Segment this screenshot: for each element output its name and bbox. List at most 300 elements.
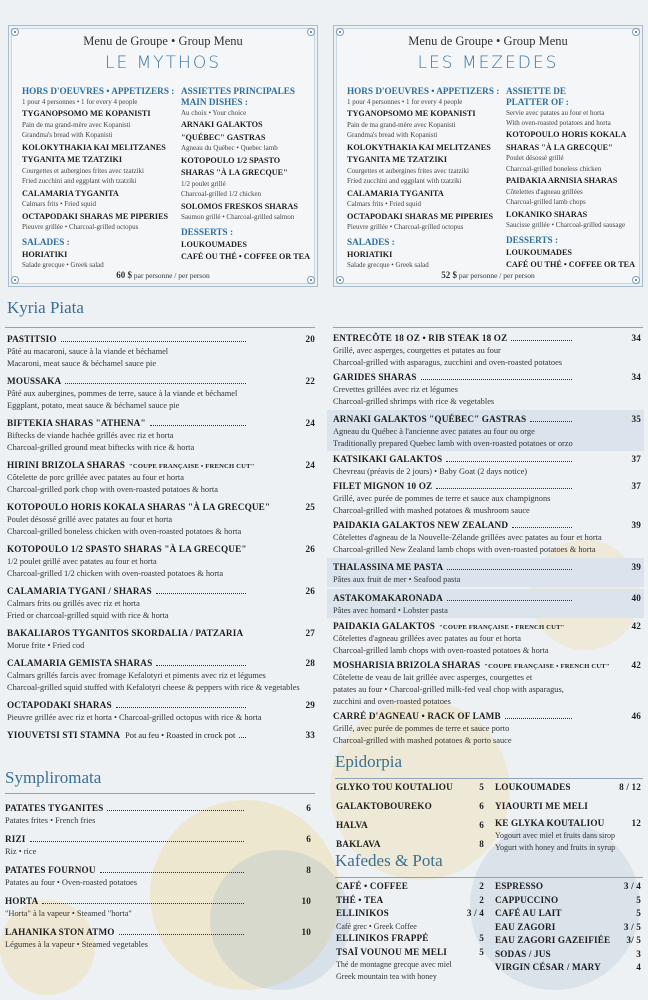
menu-item-name-wrap <box>333 519 576 532</box>
menu-item-price: 22 <box>305 376 315 386</box>
menu-item <box>7 626 315 652</box>
menu-item-description: 1/2 poulet grillé avec patates au four et horta <box>7 557 157 566</box>
menu-item-line <box>333 371 641 384</box>
menu-item-price: 6 <box>479 801 484 811</box>
menu-item-name-wrap <box>495 921 563 935</box>
group-menu-item-description: Grandma's bread with Kopanisti <box>22 131 113 139</box>
menu-item-name: TSAÏ VOUNOU ME MELI <box>336 946 447 957</box>
price-value: 60 $ <box>116 270 133 280</box>
group-menu-item-description: Salade grecque • Greek salad <box>347 261 429 269</box>
menu-item <box>336 778 484 797</box>
dotted-leader <box>512 527 572 528</box>
dotted-leader <box>156 665 246 666</box>
menu-item-description: Charcoal-grilled New Zealand lamb chops with oven-roasted potatoes & horta <box>333 545 596 554</box>
group-menu-item-name: HORIATIKI <box>347 249 393 259</box>
group-menu-item-description: Côtelettes d'agneau grillées <box>506 187 583 196</box>
menu-item <box>495 880 641 894</box>
group-menu-item-name: KOLOKYTHAKIA KAI MELITZANES <box>347 142 491 152</box>
menu-item-name: GALAKTOBOUREKO <box>336 801 432 811</box>
menu-item-line <box>7 416 315 430</box>
menu-item-name-wrap <box>495 816 604 830</box>
menu-item-name: BAKALIAROS TYGANITOS SKORDALIA / PATZARIA <box>7 628 244 638</box>
menu-item <box>5 863 311 889</box>
menu-item-name-wrap <box>333 413 576 426</box>
menu-item <box>327 558 644 587</box>
menu-item-name-wrap <box>7 416 250 430</box>
menu-item-description: Patates au four • Oven-roasted potatoes <box>5 878 138 887</box>
menu-item-description: patates au four • Charcoal-grilled milk-fed veal chop with asparagus, <box>333 685 564 694</box>
menu-item-name: YIAOURTI ME MELI <box>495 801 588 811</box>
menu-item-name-wrap <box>336 907 397 921</box>
menu-item <box>336 880 484 894</box>
menu-item-description: Charcoal-grilled squid stuffed with Kefalotyri cheese & peppers with rice & vegetables <box>7 683 300 692</box>
menu-item-name-wrap <box>7 542 250 556</box>
menu-item-name: ARNAKI GALAKTOS "QUÉBEC" GASTRAS <box>333 414 527 424</box>
menu-item <box>7 500 315 538</box>
menu-item <box>495 961 641 975</box>
menu-item <box>5 832 311 858</box>
menu-item-line <box>333 480 641 493</box>
menu-item-name-wrap <box>495 778 579 797</box>
menu-item-description: Charcoal-grilled with asparagus, zucchini and oven-roasted potatoes <box>333 358 563 367</box>
menu-item-price: 33 <box>305 730 315 740</box>
menu-item-price: 42 <box>631 660 641 670</box>
menu-item-name: EAU ZAGORI GAZEIFIÉE <box>495 935 611 945</box>
menu-item-name-wrap <box>333 659 610 672</box>
menu-item-name: KOTOPOULO 1/2 SPASTO SHARAS "À LA GRECQUE" <box>7 544 247 554</box>
menu-item-description: Yogurt with honey and fruits in syrup <box>495 842 616 852</box>
menu-item-name: ELLINIKOS <box>336 908 389 918</box>
group-menu-item-name: ARNAKI GALAKTOS <box>181 120 263 129</box>
menu-item-description: Calmars grillés farcis avec fromage Kefalotyri et piments avec riz et légumes <box>7 671 266 680</box>
menu-item-name-wrap <box>495 961 601 975</box>
menu-item <box>495 778 641 797</box>
group-menu-item-description: Courgettes et aubergines frites avec tzatziki <box>22 166 145 175</box>
group-menu-column <box>181 86 313 263</box>
menu-item <box>333 453 641 478</box>
menu-item-line <box>336 778 484 797</box>
dotted-leader <box>530 421 572 422</box>
dotted-leader <box>447 569 572 570</box>
section-divider <box>5 793 315 794</box>
group-menu-item-name: TYGANITA ME TZATZIKI <box>347 155 448 164</box>
group-menu-item-description: Pain de ma grand-mère avec Kopanisti <box>22 120 131 129</box>
menu-item-description: Pâtes avec homard • Lobster pasta <box>333 606 448 615</box>
menu-item-line <box>336 946 484 960</box>
menu-item <box>336 932 484 946</box>
dotted-leader <box>505 718 572 719</box>
menu-item <box>495 948 641 962</box>
dotted-leader <box>446 461 572 462</box>
menu-item-name-wrap <box>336 932 429 946</box>
menu-item-name-wrap <box>495 894 566 908</box>
menu-item-description: Fried or charcoal-grilled squid with rice & horta <box>7 611 169 620</box>
menu-item-name: GARIDES SHARAS <box>333 372 417 382</box>
menu-item <box>336 894 484 908</box>
menu-item-line <box>495 894 641 908</box>
menu-item-line <box>336 816 484 835</box>
menu-item-description: Côtelettes d'agneau de la Nouvelle-Zélande grillées avec patates au four et horta <box>333 533 602 542</box>
group-menu-item-description: Grandma's bread with Kopanisti <box>347 131 438 139</box>
menu-item-name: EAU ZAGORI <box>495 921 556 932</box>
group-menu-section-note: Au choix • Your choice <box>181 109 247 117</box>
menu-item-price: 27 <box>305 628 315 638</box>
menu-item-name-wrap <box>333 371 576 384</box>
group-menu-item-name: LOKANIKO SHARAS <box>506 209 588 219</box>
menu-item-description: Crevettes grillées avec riz et légumes <box>333 385 458 394</box>
menu-item-name: CAFÉ • COFFEE <box>336 881 409 891</box>
menu-item-price: 39 <box>631 520 641 530</box>
menu-item-name-wrap <box>333 561 576 574</box>
drinks-left-column <box>336 880 484 982</box>
menu-item-line <box>336 932 484 946</box>
group-menu-item-name: KOLOKYTHAKIA KAI MELITZANES <box>22 142 166 152</box>
section-heading-kafedes: Kafedes & Pota <box>335 851 443 870</box>
menu-item-description: Côtelette de veau de lait grillée avec asperges, courgettes et <box>333 673 533 682</box>
menu-item-name-wrap <box>5 863 248 877</box>
menu-item-name-wrap <box>7 374 250 388</box>
menu-item-name-wrap <box>7 584 250 598</box>
menu-item-name-wrap <box>495 797 588 816</box>
group-menu-item-description: Poulet désossé grillé <box>506 154 564 162</box>
group-menu-section-note: With oven-roasted potatoes and horta <box>506 119 611 127</box>
group-menu-item-name: TYGANOPSOMO ME KOPANISTI <box>347 109 476 118</box>
menu-item <box>5 801 311 827</box>
menu-item-line <box>7 458 315 472</box>
menu-item-name: ELLINIKOS FRAPPÉ <box>336 933 429 943</box>
menu-item-name: PASTITSIO <box>7 334 57 344</box>
menu-item <box>333 480 641 517</box>
group-menu-item-description: Charcoal-grilled 1/2 chicken <box>181 190 262 198</box>
group-menu-item-description: Saumon grillé • Charcoal-grilled salmon <box>181 213 295 221</box>
dotted-leader <box>239 737 246 738</box>
menu-item <box>7 458 315 496</box>
menu-item-line <box>336 907 484 921</box>
menu-item-line <box>495 778 641 797</box>
menu-item <box>336 946 484 983</box>
group-menu-item-name: "QUÉBEC" GASTRAS <box>181 132 266 142</box>
menu-item-name: ASTAKOMAKARONADA <box>333 593 443 603</box>
group-menu-item-name: KOTOPOULO 1/2 SPASTO <box>181 155 281 165</box>
section-heading-epidorpia: Epidorpia <box>335 752 403 771</box>
menu-item-price: 5 <box>479 946 484 957</box>
group-menu-item-description: Agneau du Québec • Quebec lamb <box>181 144 278 152</box>
group-menu-item-description: Pain de ma grand-mère avec Kopanisti <box>347 120 456 129</box>
menu-item-name-wrap <box>5 801 248 815</box>
menu-item-name-wrap <box>495 907 570 921</box>
menu-item-description: Charcoal-grilled pork chop with oven-roasted potatoes & horta <box>7 485 218 494</box>
dotted-leader <box>107 810 244 811</box>
menu-item-price: 24 <box>305 460 315 470</box>
menu-item-price: 5 <box>636 894 641 905</box>
menu-item-price: 3/ 5 <box>626 935 641 945</box>
menu-item-name-wrap <box>5 925 248 939</box>
dotted-leader <box>30 841 244 842</box>
group-menu-section-note: 1 pour 4 personnes • 1 for every 4 people <box>22 98 138 106</box>
menu-item-price: 10 <box>301 896 311 906</box>
menu-item-name-wrap <box>336 880 416 894</box>
group-menu-section <box>22 86 180 233</box>
menu-item-name: MOUSSAKA <box>7 376 62 386</box>
menu-item-name: FILET MIGNON 10 OZ <box>333 481 433 491</box>
menu-item-price: 35 <box>631 414 641 424</box>
menu-item-description: Côtelettes d'agneau grillées avec patates au four et horta <box>333 634 522 643</box>
dotted-leader <box>436 488 572 489</box>
menu-item-description: Chevreau (préavis de 2 jours) • Baby Goat (2 days notice) <box>333 467 528 476</box>
side-dishes-column <box>5 801 311 956</box>
menu-item-description: Pot au feu • Roasted in crock pot <box>125 731 236 740</box>
menu-item-description: Patates frites • French fries <box>5 816 96 825</box>
menu-item-name: CALAMARIA GEMISTA SHARAS <box>7 658 153 668</box>
group-menu-section-heading: PLATTER OF : <box>506 97 569 107</box>
menu-item-name-wrap <box>7 698 250 712</box>
group-menu-item-name: SHARAS "À LA GRECQUE" <box>181 168 288 177</box>
menu-item-name: PAIDAKIA GALAKTOS <box>333 621 436 631</box>
dotted-leader <box>421 379 572 380</box>
group-menu-item-description: Fried zucchini and eggplant with tzatziki <box>22 177 137 185</box>
menu-item-description: Traditionally prepared Quebec lamb with oven-roasted potatoes or orzo <box>333 439 573 448</box>
menu-item-name: ENTRECÔTE 18 OZ • RIB STEAK 18 OZ <box>333 333 508 343</box>
group-menu-item-description: Charcoal-grilled boneless chicken <box>506 164 602 173</box>
group-menu-section-heading: ASSIETTE DE <box>506 86 567 96</box>
menu-item-name-wrap <box>333 453 576 466</box>
group-menu-price <box>334 270 642 280</box>
menu-item <box>327 410 644 451</box>
menu-item-name: GLYKO TOU KOUTALIOU <box>336 782 453 792</box>
menu-item-cut-label: "COUPE FRANÇAISE • FRENCH CUT" <box>439 624 565 631</box>
menu-item-description: Charcoal-grilled ground meat biftecks with rice & horta <box>7 443 195 452</box>
menu-item <box>333 620 641 657</box>
menu-item-price: 20 <box>305 334 315 344</box>
group-menu-item-name: PAIDAKIA ARNISIA SHARAS <box>506 176 618 185</box>
menu-item-line <box>333 710 641 723</box>
menu-item <box>7 656 315 694</box>
menu-item-price: 25 <box>305 502 315 512</box>
menu-item-line <box>5 894 311 908</box>
menu-item-cut-label: "COUPE FRANÇAISE • FRENCH CUT" <box>484 663 610 670</box>
menu-item-name-wrap <box>7 458 255 472</box>
group-menu-item-name: LOUKOUMADES <box>181 239 247 249</box>
menu-item-price: 37 <box>631 454 641 464</box>
group-menu-le-mythos <box>8 25 318 287</box>
menu-item-name-wrap <box>7 332 250 346</box>
menu-item <box>336 816 484 835</box>
menu-item-name: LAHANIKA STON ATMO <box>5 927 115 937</box>
menu-item-price: 46 <box>631 711 641 721</box>
menu-item-description: Agneau du Québec à l'ancienne avec patates au four ou orge <box>333 427 535 436</box>
menu-item-line <box>495 948 641 962</box>
group-menu-section-heading: HORS D'OEUVRES • APPETIZERS : <box>347 86 500 96</box>
group-menu-section-heading: HORS D'OEUVRES • APPETIZERS : <box>22 86 175 96</box>
menu-item-description: Café grec • Greek Coffee <box>336 921 417 931</box>
menu-item-price: 28 <box>305 658 315 668</box>
dotted-leader <box>119 934 244 935</box>
dotted-leader <box>61 341 246 342</box>
menu-item-line <box>7 626 315 640</box>
menu-item-price: 8 <box>306 865 311 875</box>
menu-item-description: Pâté au macaroni, sauce à la viande et béchamel <box>7 347 169 356</box>
menu-item-line <box>333 519 641 532</box>
menu-item-description: Pâtes aux fruit de mer • Seafood pasta <box>333 575 461 584</box>
menu-item <box>495 934 641 948</box>
menu-item-name: YIOUVETSI STI STAMNA <box>7 730 121 740</box>
menu-item-description: Légumes à la vapeur • Steamed vegetables <box>5 940 148 949</box>
group-menu-section <box>347 86 505 233</box>
menu-item-name: THÉ • TEA <box>336 894 384 905</box>
menu-item-name: BIFTEKIA SHARAS "ATHENA" <box>7 418 146 428</box>
menu-item-price: 6 <box>306 803 311 813</box>
menu-item-line <box>495 934 641 948</box>
menu-item-description: "Horta" à la vapeur • Steamed "horta" <box>5 909 132 918</box>
price-unit: par personne / per person <box>458 271 535 280</box>
group-menu-section-note: Servie avec patates au four et horta <box>506 109 605 117</box>
group-menu-item-name: SOLOMOS FRESKOS SHARAS <box>181 201 298 211</box>
menu-item-price: 42 <box>631 621 641 631</box>
group-menu-item-name: CAFÉ OU THÉ • COFFEE OR TEA <box>181 252 311 261</box>
menu-item-description: Grillé, avec asperges, courgettes et patates au four <box>333 346 501 355</box>
menu-item <box>7 728 315 742</box>
menu-item-line <box>7 500 315 514</box>
group-menu-item-name: OCTAPODAKI SHARAS ME PIPERIES <box>347 211 494 221</box>
menu-item-price: 6 <box>306 834 311 844</box>
menu-item-description: Riz • rice <box>5 847 37 856</box>
menu-item-price: 8 / 12 <box>619 782 641 792</box>
menu-item <box>495 894 641 908</box>
menu-item-name-wrap <box>336 816 376 835</box>
group-menu-item-description: 1/2 poulet grillé <box>181 179 226 188</box>
menu-item-line <box>333 659 641 672</box>
menu-item <box>333 332 641 369</box>
main-dishes-right-column <box>333 332 641 749</box>
menu-item-name: LOUKOUMADES <box>495 782 571 792</box>
group-menu-name: LE MYTHOS <box>104 53 221 73</box>
menu-item-price: 34 <box>631 333 641 343</box>
group-menu-item-name: CAFÉ OU THÉ • COFFEE OR TEA <box>506 260 636 269</box>
menu-item <box>333 371 641 408</box>
menu-item <box>336 907 484 932</box>
menu-item-description: Thé de montagne grecque avec miel <box>336 960 452 969</box>
group-menu-item-description: Calmars frits • Fried squid <box>347 200 421 208</box>
group-menu-item-name: HORIATIKI <box>22 249 68 259</box>
menu-item-name-wrap <box>333 592 576 605</box>
group-menu-item-description: Fried zucchini and eggplant with tzatziki <box>347 177 462 185</box>
group-menu-item-name: CALAMARIA TYGANITA <box>347 188 444 198</box>
menu-item-line <box>7 374 315 388</box>
group-menu-column <box>22 86 180 271</box>
menu-item-description: Biftecks de viande hachée grillés avec riz et horta <box>7 431 174 440</box>
desserts-right-column <box>495 778 641 853</box>
menu-item-price: 34 <box>631 372 641 382</box>
menu-item-price: 5 <box>479 782 484 792</box>
menu-item-name-wrap <box>7 626 250 640</box>
dotted-leader <box>65 383 246 384</box>
menu-item <box>333 659 641 708</box>
menu-item-price: 40 <box>631 593 641 603</box>
menu-item <box>495 816 641 853</box>
menu-item-name: HALVA <box>336 820 368 830</box>
menu-item <box>333 519 641 556</box>
menu-item-name: RIZI <box>5 834 26 844</box>
menu-item-description: Charcoal-grilled 1/2 chicken with oven-roasted potatoes & horta <box>7 569 224 578</box>
menu-item <box>7 698 315 724</box>
menu-item-name: PATATES FOURNOU <box>5 865 96 875</box>
menu-item-price: 3 <box>636 948 641 959</box>
menu-item-line <box>5 801 311 815</box>
menu-item-name: CAFÉ AU LAIT <box>495 908 562 918</box>
menu-item <box>7 416 315 454</box>
menu-item <box>336 797 484 816</box>
menu-item-name: OCTAPODAKI SHARAS <box>7 700 112 710</box>
menu-item-name-wrap <box>336 894 391 908</box>
menu-item-name: HIRINI BRIZOLA SHARAS <box>7 460 126 470</box>
menu-item <box>327 589 644 618</box>
group-menu-item-name: CALAMARIA TYGANITA <box>22 188 119 198</box>
group-menu-section <box>181 86 313 223</box>
menu-item-name: BAKLAVA <box>336 839 381 849</box>
menu-item-price: 37 <box>631 481 641 491</box>
menu-item-description: Charcoal-grilled with mashed potatoes & mushroom sauce <box>333 506 530 515</box>
menu-item-description: Poulet désossé grillé avec patates au four et horta <box>7 515 173 524</box>
menu-item-line <box>333 413 641 426</box>
menu-item-name-wrap <box>495 934 610 948</box>
menu-item-description: Pâté aux aubergines, pommes de terre, sauce à la viande et béchamel <box>7 389 238 398</box>
menu-item-name: KATSIKAKI GALAKTOS <box>333 454 443 464</box>
menu-item-name: PATATES TYGANITES <box>5 803 104 813</box>
menu-item-name-wrap <box>333 480 576 493</box>
menu-item <box>333 710 641 747</box>
menu-item-price: 5 <box>636 908 641 918</box>
section-divider <box>335 877 643 878</box>
group-menu-title: Menu de Groupe • Group Menu <box>83 34 243 48</box>
menu-item-name: KOTOPOULO HORIS KOKALA SHARAS "À LA GRECQUE" <box>7 502 271 512</box>
menu-item-price: 3 / 4 <box>623 881 641 891</box>
menu-item-description: Grillé, avec purée de pommes de terre et sauce porto <box>333 724 510 733</box>
group-menu-item-description: Salade grecque • Greek salad <box>22 261 104 269</box>
menu-item <box>495 797 641 816</box>
menu-item-name-wrap <box>7 500 270 514</box>
menu-item-price: 39 <box>631 562 641 572</box>
group-menu-item-name: OCTAPODAKI SHARAS ME PIPERIES <box>22 211 169 221</box>
group-menu-title: Menu de Groupe • Group Menu <box>408 34 568 48</box>
group-menu-section-heading: SALADES : <box>347 236 395 247</box>
dotted-leader <box>42 903 244 904</box>
menu-item-price: 5 <box>479 933 484 943</box>
menu-item-name-wrap <box>333 710 576 723</box>
group-menu-item-description: Pieuvre grillée • Charcoal-grilled octopus <box>22 223 139 231</box>
menu-item-description: Macaroni, meat sauce & béchamel sauce pie <box>7 359 157 368</box>
group-menu-column <box>506 86 638 271</box>
group-menu-item-name: TYGANITA ME TZATZIKI <box>22 155 123 164</box>
group-menu-section <box>347 237 505 271</box>
group-menu-section <box>181 227 313 263</box>
group-menu-item-description: Pieuvre grillée • Charcoal-grilled octopus <box>347 223 464 231</box>
menu-item-description: Charcoal-grilled with mashed potatoes & porto sauce <box>333 736 512 745</box>
menu-item-line <box>7 728 315 742</box>
menu-item-line <box>495 961 641 975</box>
menu-item-line <box>7 332 315 346</box>
menu-item-description: Pieuvre grillée avec riz et horta • Charcoal-grilled octopus with rice & horta <box>7 713 262 722</box>
menu-item <box>7 542 315 580</box>
group-menu-section-heading: DESSERTS : <box>506 234 559 245</box>
group-menu-section <box>22 237 180 271</box>
drinks-right-column <box>495 880 641 975</box>
menu-item-price: 4 <box>636 962 641 972</box>
menu-item <box>495 907 641 921</box>
section-divider <box>333 327 643 328</box>
menu-item-description: Côtelette de porc grillée avec patates au four et horta <box>7 473 184 482</box>
group-menu-item-description: Saucisse grillée • Charcoal-grilled sausage <box>506 221 626 229</box>
menu-item-line <box>5 832 311 846</box>
